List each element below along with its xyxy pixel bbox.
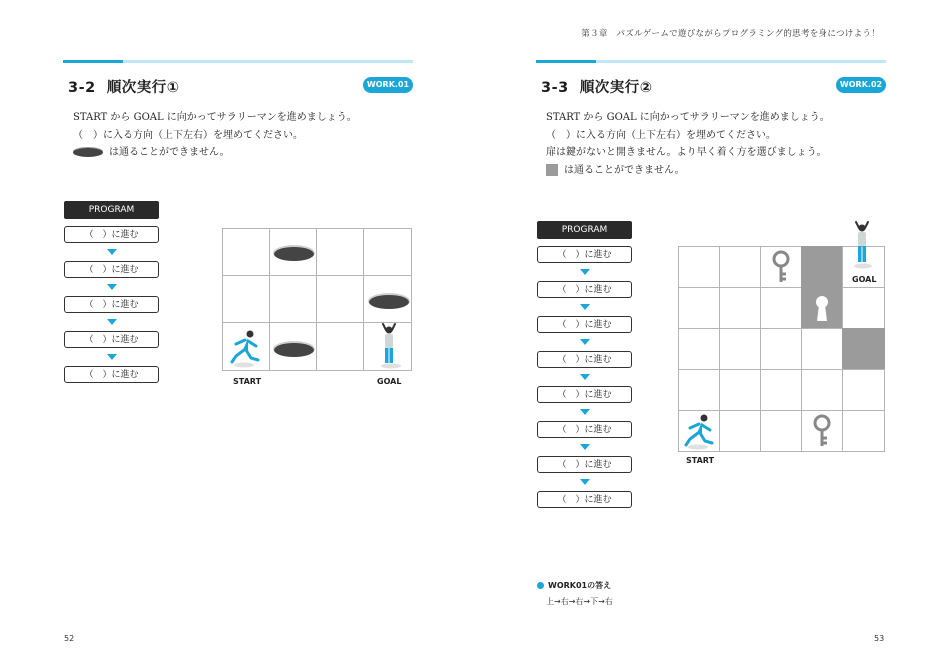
start-label: START — [686, 456, 715, 465]
maze-grid — [222, 228, 412, 371]
goal-businessman-icon — [848, 220, 876, 270]
program-step[interactable]: （ ）に進む — [537, 456, 632, 473]
down-arrow-icon — [580, 444, 590, 450]
section-number: 3-2 — [68, 80, 96, 96]
down-arrow-icon — [107, 249, 117, 255]
program-step[interactable]: （ ）に進む — [537, 246, 632, 263]
program-step[interactable]: （ ）に進む — [64, 366, 159, 383]
down-arrow-icon — [107, 319, 117, 325]
grid-cell — [801, 369, 843, 411]
running-businessman-icon — [228, 328, 264, 368]
section-bar-accent — [536, 60, 596, 63]
instruction-line: START から GOAL に向かってサラリーマンを進めましょう。 — [546, 112, 830, 123]
down-arrow-icon — [580, 409, 590, 415]
grid-cell — [760, 369, 802, 411]
program-step[interactable]: （ ）に進む — [64, 226, 159, 243]
program-step[interactable]: （ ）に進む — [537, 386, 632, 403]
grid-cell — [719, 246, 761, 288]
down-arrow-icon — [580, 339, 590, 345]
grid-cell — [760, 287, 802, 329]
grid-cell — [801, 328, 843, 370]
grid-cell — [678, 287, 720, 329]
down-arrow-icon — [580, 269, 590, 275]
instruction-line: START から GOAL に向かってサラリーマンを進めましょう。 — [73, 112, 357, 123]
instruction-line: （ ）に入る方向（上下左右）を埋めてください。 — [73, 129, 303, 141]
goal-businessman-icon — [374, 322, 404, 370]
key-icon — [771, 250, 791, 284]
start-label: START — [233, 377, 262, 386]
wall-icon — [546, 164, 558, 176]
grid-cell — [363, 228, 412, 276]
grid-cell — [316, 275, 364, 323]
program-step[interactable]: （ ）に進む — [64, 296, 159, 313]
grid-cell — [719, 287, 761, 329]
instructions — [73, 109, 413, 162]
grid-cell — [222, 275, 270, 323]
wall-cell — [842, 328, 885, 370]
instruction-line: は通ることができません。 — [73, 144, 413, 162]
instruction-line: （ ）に入る方向（上下左右）を埋めてください。 — [546, 129, 776, 141]
answer-text: 上→右→右→下→右 — [546, 597, 613, 606]
section-heading — [68, 76, 180, 97]
program-step[interactable]: （ ）に進む — [64, 331, 159, 348]
program-step[interactable]: （ ）に進む — [537, 316, 632, 333]
grid-cell — [678, 369, 720, 411]
down-arrow-icon — [580, 304, 590, 310]
instruction-line: 扉は鍵がないと開きません。より早く着く方を選びましょう。 — [546, 147, 827, 158]
program-header: PROGRAM — [537, 221, 632, 239]
instruction-line: は通ることができません。 — [546, 162, 886, 180]
program-step[interactable]: （ ）に進む — [64, 261, 159, 278]
grid-cell — [719, 328, 761, 370]
work-badge: WORK.02 — [836, 77, 886, 93]
grid-cell — [678, 328, 720, 370]
section-bar-accent — [63, 60, 123, 63]
goal-label: GOAL — [377, 377, 402, 386]
program-header: PROGRAM — [64, 201, 159, 219]
page-number: 53 — [874, 634, 885, 643]
grid-cell — [719, 410, 761, 452]
grid-cell — [842, 287, 885, 329]
section-title: 順次実行① — [106, 80, 180, 96]
hole-icon — [272, 338, 316, 358]
grid-cell — [842, 410, 885, 452]
program-step[interactable]: （ ）に進む — [537, 281, 632, 298]
grid-cell — [842, 369, 885, 411]
grid-cell — [316, 228, 364, 276]
grid-cell — [316, 322, 364, 371]
work-badge: WORK.01 — [363, 77, 413, 93]
grid-cell — [222, 228, 270, 276]
grid-cell — [678, 246, 720, 288]
hole-icon — [272, 242, 316, 262]
program-step[interactable]: （ ）に進む — [537, 421, 632, 438]
program-step[interactable]: （ ）に進む — [537, 491, 632, 508]
key-icon — [812, 414, 832, 448]
instructions — [546, 109, 886, 179]
grid-cell — [269, 275, 317, 323]
grid-cell — [760, 328, 802, 370]
answer-box — [537, 580, 613, 607]
down-arrow-icon — [580, 374, 590, 380]
program-step[interactable]: （ ）に進む — [537, 351, 632, 368]
program-steps — [537, 246, 632, 508]
grid-cell — [760, 410, 802, 452]
goal-label: GOAL — [852, 275, 877, 284]
chapter-header: 第３章 パズルゲームで遊びながらプログラミング的思考を身につけよう！ — [581, 29, 880, 39]
section-number: 3-3 — [541, 80, 569, 96]
down-arrow-icon — [580, 479, 590, 485]
hole-icon — [73, 148, 103, 157]
page-number: 52 — [64, 634, 75, 643]
section-title: 順次実行② — [579, 80, 653, 96]
section-bar — [123, 60, 413, 63]
section-bar — [596, 60, 886, 63]
bullet-icon — [537, 582, 544, 589]
section-heading — [541, 76, 653, 97]
wall-cell — [801, 246, 843, 288]
running-businessman-icon — [683, 412, 717, 450]
program-steps — [64, 226, 159, 383]
down-arrow-icon — [107, 284, 117, 290]
down-arrow-icon — [107, 354, 117, 360]
keyhole-icon — [811, 293, 833, 323]
answer-heading: WORK01の答え — [537, 580, 613, 591]
hole-icon — [367, 290, 411, 310]
grid-cell — [719, 369, 761, 411]
